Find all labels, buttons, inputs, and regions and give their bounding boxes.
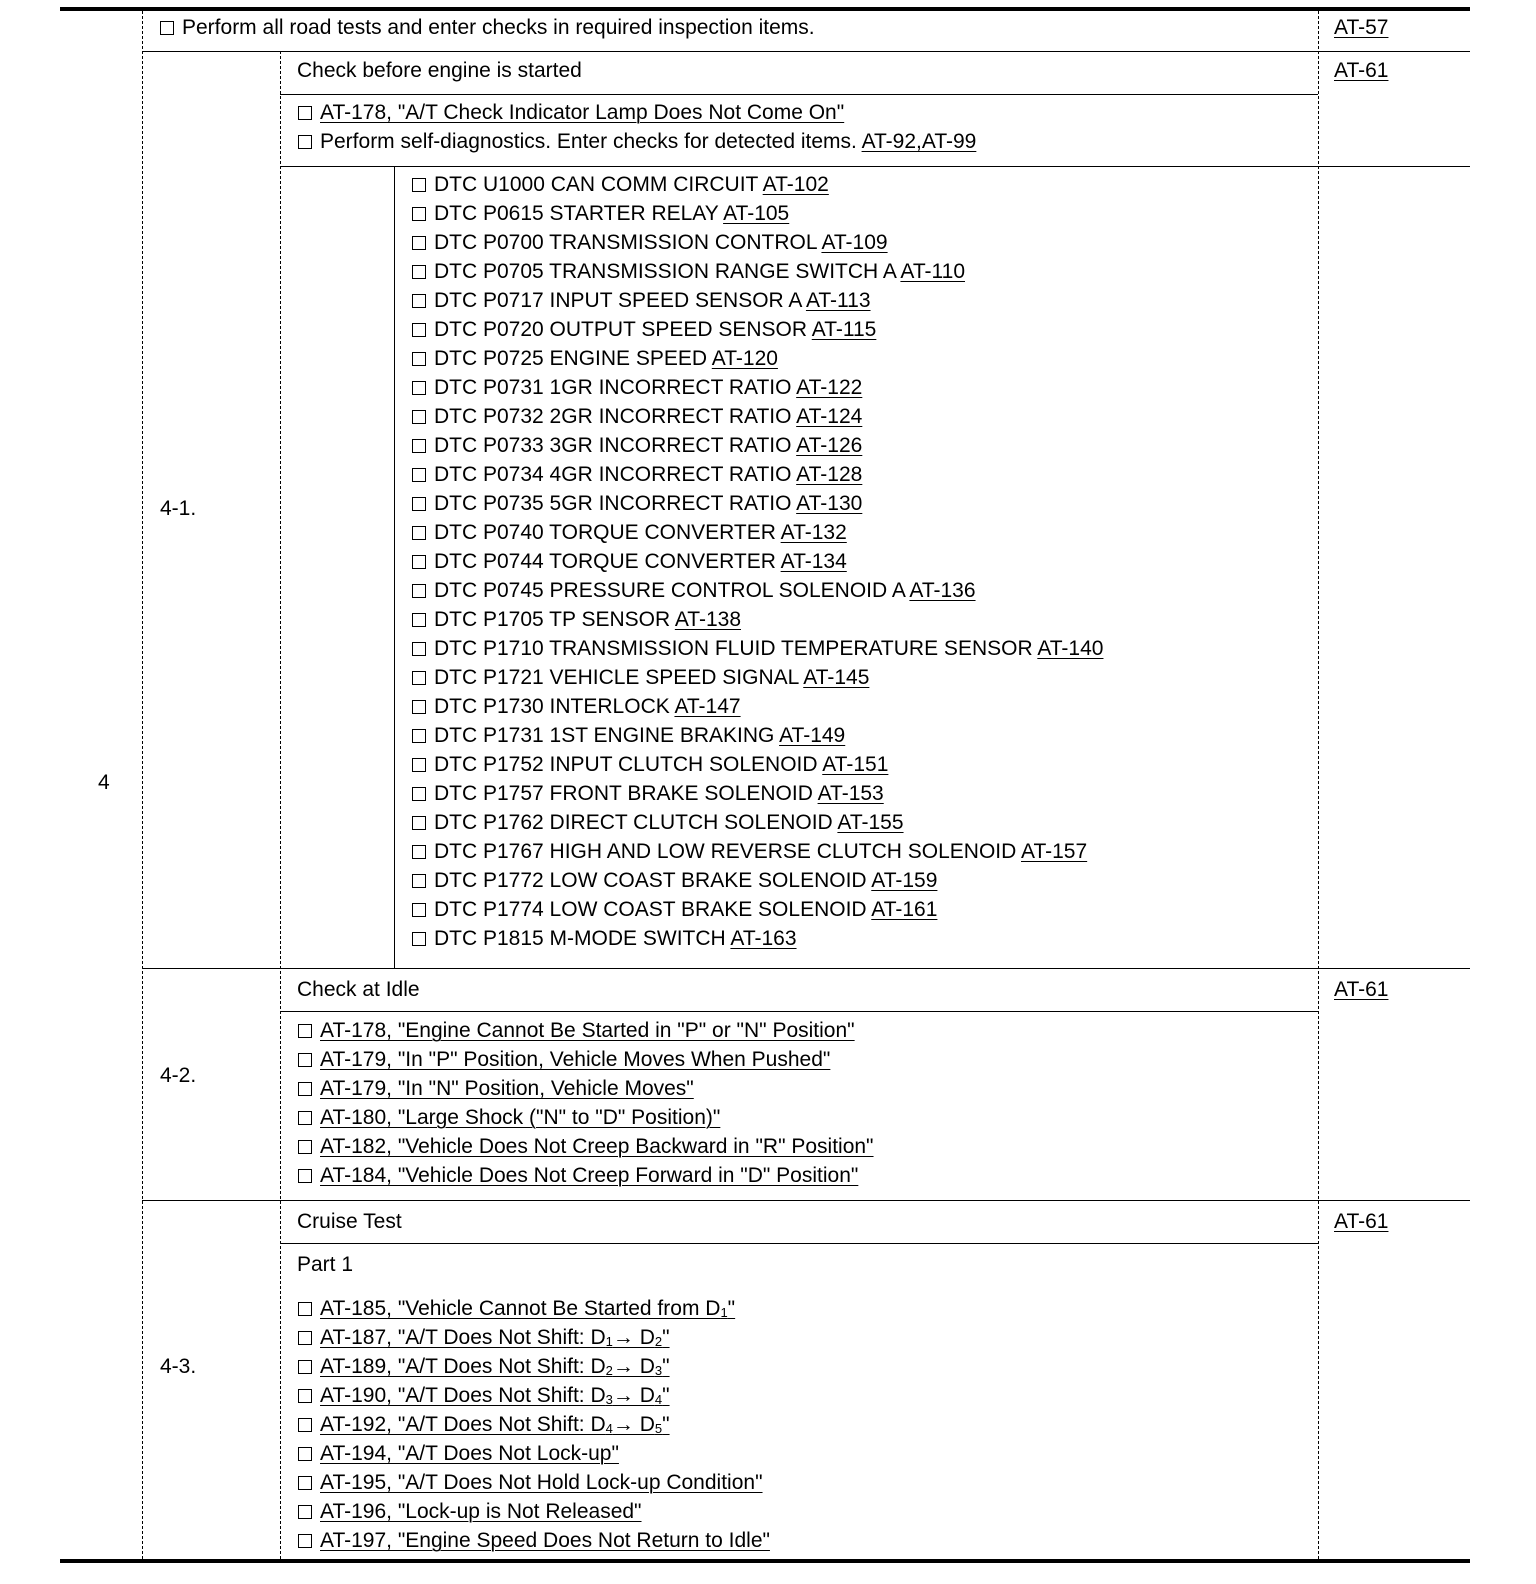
dtc-label: DTC P0745 PRESSURE CONTROL SOLENOID A: [434, 579, 905, 602]
dtc-label: DTC P1757 FRONT BRAKE SOLENOID: [434, 782, 813, 805]
checklist-item[interactable]: [298, 1381, 770, 1410]
row-line: [280, 1011, 1318, 1012]
checkbox[interactable]: [412, 381, 426, 395]
dtc-item[interactable]: [412, 170, 1103, 199]
row-line: [142, 51, 1470, 52]
dtc-ref-link[interactable]: AT-151: [822, 753, 889, 776]
checkbox[interactable]: [412, 584, 426, 598]
item-link[interactable]: AT-178, "A/T Check Indicator Lamp Does Not Come On": [320, 101, 845, 124]
dtc-ref-link[interactable]: AT-130: [796, 492, 863, 515]
checkbox[interactable]: [412, 613, 426, 627]
dtc-label: DTC P1705 TP SENSOR: [434, 608, 671, 631]
dtc-item[interactable]: [412, 315, 1103, 344]
dtc-label: DTC P1752 INPUT CLUTCH SOLENOID: [434, 753, 818, 776]
dtc-label: DTC P0700 TRANSMISSION CONTROL: [434, 231, 817, 254]
dtc-item[interactable]: [412, 460, 1103, 489]
dtc-item[interactable]: [412, 489, 1103, 518]
dtc-item[interactable]: [412, 721, 1103, 750]
item-link[interactable]: AT-180, "Large Shock ("N" to "D" Position)": [320, 1106, 721, 1129]
item-link[interactable]: AT-187, "A/T Does Not Shift: $D_1\to D_2$": [320, 1326, 670, 1349]
item-link[interactable]: AT-195, "A/T Does Not Hold Lock-up Condition": [320, 1471, 763, 1494]
dtc-label: DTC P1710 TRANSMISSION FLUID TEMPERATURE SENSOR: [434, 637, 1033, 660]
row-line: [142, 1200, 1470, 1201]
dtc-label: DTC P0717 INPUT SPEED SENSOR A: [434, 289, 802, 312]
checkbox[interactable]: [412, 497, 426, 511]
dtc-label: DTC P0705 TRANSMISSION RANGE SWITCH A: [434, 260, 896, 283]
dtc-ref-link[interactable]: AT-161: [871, 898, 938, 921]
dtc-ref-link[interactable]: AT-163: [730, 927, 797, 950]
checkbox[interactable]: [298, 1447, 312, 1461]
checklist-item[interactable]: [298, 1132, 874, 1161]
dtc-item[interactable]: [412, 605, 1103, 634]
checkbox[interactable]: [412, 236, 426, 250]
checklist-item[interactable]: [298, 1074, 874, 1103]
dtc-ref-link[interactable]: AT-159: [871, 869, 938, 892]
dtc-label: DTC P1731 1ST ENGINE BRAKING: [434, 724, 775, 747]
item-link[interactable]: AT-92,AT-99: [861, 130, 977, 153]
item-link[interactable]: AT-185, "Vehicle Cannot Be Started from $D_1$": [320, 1297, 736, 1320]
dtc-ref-link[interactable]: AT-140: [1037, 637, 1104, 660]
dtc-item[interactable]: [412, 199, 1103, 228]
dtc-ref-link[interactable]: AT-126: [796, 434, 863, 457]
dtc-ref-link[interactable]: AT-110: [900, 260, 965, 283]
dtc-list: [412, 170, 1103, 953]
checkbox[interactable]: [412, 323, 426, 337]
dtc-item[interactable]: [412, 344, 1103, 373]
checkbox[interactable]: [298, 1505, 312, 1519]
checkbox[interactable]: [160, 21, 174, 35]
row-line: [142, 968, 1470, 969]
item-link[interactable]: AT-184, "Vehicle Does Not Creep Forward in "D" Position": [320, 1164, 859, 1187]
checkbox[interactable]: [412, 410, 426, 424]
dtc-label: DTC P0740 TORQUE CONVERTER: [434, 521, 776, 544]
checklist-item[interactable]: [298, 98, 976, 127]
dtc-label: DTC P0735 5GR INCORRECT RATIO: [434, 492, 792, 515]
checkbox[interactable]: [298, 1418, 312, 1432]
dtc-item[interactable]: [412, 431, 1103, 460]
checkbox[interactable]: [298, 1534, 312, 1548]
dtc-ref-link[interactable]: AT-128: [796, 463, 863, 486]
substep-4-3-ref-link[interactable]: AT-61: [1334, 1210, 1389, 1233]
dtc-item[interactable]: [412, 808, 1103, 837]
dtc-label: DTC P1774 LOW COAST BRAKE SOLENOID: [434, 898, 867, 921]
substep-4-2-items: [298, 1016, 874, 1190]
item-link[interactable]: AT-179, "In "P" Position, Vehicle Moves When Pushed": [320, 1048, 831, 1071]
dtc-label: DTC P0744 TORQUE CONVERTER: [434, 550, 776, 573]
dtc-ref-link[interactable]: AT-105: [723, 202, 790, 225]
checkbox[interactable]: [412, 671, 426, 685]
item-link[interactable]: AT-182, "Vehicle Does Not Creep Backward in "R" Position": [320, 1135, 874, 1158]
dtc-ref-link[interactable]: AT-124: [796, 405, 863, 428]
bottom-rule: [60, 1559, 1470, 1563]
checkbox[interactable]: [412, 816, 426, 830]
checkbox[interactable]: [412, 265, 426, 279]
col-divider-1: [142, 11, 143, 1559]
checkbox[interactable]: [412, 758, 426, 772]
top-row-item[interactable]: Perform all road tests and enter checks in required inspection items.: [160, 13, 815, 42]
dtc-item[interactable]: [412, 518, 1103, 547]
dtc-item[interactable]: [412, 547, 1103, 576]
item-link[interactable]: AT-179, "In "N" Position, Vehicle Moves": [320, 1077, 694, 1100]
checkbox[interactable]: [412, 932, 426, 946]
item-link[interactable]: AT-192, "A/T Does Not Shift: $D_4\to D_5$": [320, 1413, 670, 1436]
dtc-ref-link[interactable]: AT-138: [674, 608, 741, 631]
checklist-item[interactable]: [298, 1294, 770, 1323]
dtc-ref-link[interactable]: AT-102: [762, 173, 829, 196]
dtc-item[interactable]: [412, 692, 1103, 721]
checkbox[interactable]: [412, 352, 426, 366]
checklist-item[interactable]: [298, 1526, 770, 1555]
checkbox[interactable]: [412, 874, 426, 888]
col-divider-3: [1318, 11, 1319, 1559]
row-line: [280, 166, 1470, 167]
dtc-label: DTC P0615 STARTER RELAY: [434, 202, 719, 225]
dtc-item[interactable]: [412, 866, 1103, 895]
dtc-ref-link[interactable]: AT-115: [811, 318, 877, 341]
dtc-label: DTC P1762 DIRECT CLUTCH SOLENOID: [434, 811, 833, 834]
dtc-ref-link[interactable]: AT-145: [803, 666, 870, 689]
col-divider-inner: [394, 166, 395, 968]
checklist-item[interactable]: [298, 1352, 770, 1381]
item-link[interactable]: AT-196, "Lock-up is Not Released": [320, 1500, 642, 1523]
dtc-label: DTC P1730 INTERLOCK: [434, 695, 670, 718]
checkbox[interactable]: [298, 1302, 312, 1316]
dtc-label: DTC U1000 CAN COMM CIRCUIT: [434, 173, 758, 196]
dtc-ref-link[interactable]: AT-147: [674, 695, 741, 718]
checklist-item[interactable]: [298, 1439, 770, 1468]
dtc-label: DTC P1721 VEHICLE SPEED SIGNAL: [434, 666, 799, 689]
checkbox[interactable]: [298, 1111, 312, 1125]
checkbox[interactable]: [412, 642, 426, 656]
checklist-item[interactable]: [298, 1410, 770, 1439]
dtc-item[interactable]: [412, 895, 1103, 924]
checkbox[interactable]: [298, 1360, 312, 1374]
row-line: [280, 94, 1318, 95]
checkbox[interactable]: [298, 1476, 312, 1490]
substep-4-3-part: Part 1: [297, 1253, 354, 1276]
dtc-item[interactable]: [412, 779, 1103, 808]
item-link[interactable]: AT-189, "A/T Does Not Shift: $D_2\to D_3$": [320, 1355, 670, 1378]
checklist-item[interactable]: [298, 1323, 770, 1352]
checkbox[interactable]: [412, 555, 426, 569]
dtc-label: DTC P0732 2GR INCORRECT RATIO: [434, 405, 792, 428]
dtc-label: DTC P1767 HIGH AND LOW REVERSE CLUTCH SOLENOID: [434, 840, 1017, 863]
checkbox[interactable]: [298, 1082, 312, 1096]
checkbox[interactable]: [298, 1169, 312, 1183]
dtc-item[interactable]: [412, 663, 1103, 692]
checkbox[interactable]: [298, 1024, 312, 1038]
checklist-item[interactable]: [298, 1468, 770, 1497]
checklist-item[interactable]: [298, 1497, 770, 1526]
dtc-ref-link[interactable]: AT-122: [796, 376, 863, 399]
checkbox[interactable]: [298, 135, 312, 149]
dtc-label: DTC P0733 3GR INCORRECT RATIO: [434, 434, 792, 457]
dtc-item[interactable]: [412, 228, 1103, 257]
checkbox[interactable]: [298, 1053, 312, 1067]
checkbox[interactable]: [412, 468, 426, 482]
checkbox[interactable]: [412, 178, 426, 192]
top-rule: [60, 7, 1470, 11]
row-line: [280, 1243, 1318, 1244]
checkbox[interactable]: [412, 294, 426, 308]
substep-4-1-pre-items: [298, 98, 976, 156]
checkbox[interactable]: [412, 439, 426, 453]
step-number: 4: [98, 771, 110, 794]
dtc-item[interactable]: [412, 634, 1103, 663]
item-link[interactable]: AT-178, "Engine Cannot Be Started in "P" or "N" Position": [320, 1019, 855, 1042]
checkbox[interactable]: [412, 700, 426, 714]
dtc-label: DTC P1772 LOW COAST BRAKE SOLENOID: [434, 869, 867, 892]
dtc-label: DTC P0720 OUTPUT SPEED SENSOR: [434, 318, 808, 341]
substep-4-2-label: 4-2.: [160, 1064, 197, 1087]
checkbox[interactable]: [412, 207, 426, 221]
checkbox[interactable]: [298, 1389, 312, 1403]
substep-4-1-heading: Check before engine is started: [297, 59, 582, 82]
col-divider-2: [280, 51, 281, 1559]
dtc-item[interactable]: [412, 402, 1103, 431]
checkbox[interactable]: [412, 903, 426, 917]
dtc-item[interactable]: [412, 257, 1103, 286]
checklist-item[interactable]: [298, 1016, 874, 1045]
dtc-ref-link[interactable]: AT-132: [780, 521, 847, 544]
checkbox[interactable]: [298, 1331, 312, 1345]
checklist-item[interactable]: [298, 1103, 874, 1132]
checklist-item[interactable]: [298, 1045, 874, 1074]
dtc-item[interactable]: [412, 373, 1103, 402]
dtc-item[interactable]: [412, 750, 1103, 779]
top-row-ref-link[interactable]: AT-57: [1334, 16, 1389, 39]
checkbox[interactable]: [412, 845, 426, 859]
substep-4-1-label: 4-1.: [160, 497, 197, 520]
dtc-ref-link[interactable]: AT-157: [1021, 840, 1088, 863]
dtc-label: DTC P0734 4GR INCORRECT RATIO: [434, 463, 792, 486]
substep-4-3-label: 4-3.: [160, 1355, 197, 1378]
checkbox[interactable]: [298, 1140, 312, 1154]
dtc-ref-link[interactable]: AT-155: [837, 811, 904, 834]
dtc-item[interactable]: [412, 576, 1103, 605]
checkbox[interactable]: [412, 729, 426, 743]
dtc-ref-link[interactable]: AT-149: [779, 724, 846, 747]
dtc-label: DTC P1815 M-MODE SWITCH: [434, 927, 726, 950]
checklist-item[interactable]: Perform self-diagnostics. Enter checks for detected items. AT-92,AT-99: [298, 127, 976, 156]
item-link[interactable]: AT-194, "A/T Does Not Lock-up": [320, 1442, 619, 1465]
dtc-label: DTC P0731 1GR INCORRECT RATIO: [434, 376, 792, 399]
dtc-label: DTC P0725 ENGINE SPEED: [434, 347, 708, 370]
item-link[interactable]: AT-190, "A/T Does Not Shift: $D_3\to D_4$": [320, 1384, 670, 1407]
item-link[interactable]: AT-197, "Engine Speed Does Not Return to Idle": [320, 1529, 770, 1552]
dtc-item[interactable]: [412, 924, 1103, 953]
substep-4-3-heading: Cruise Test: [297, 1210, 402, 1233]
dtc-ref-link[interactable]: AT-113: [805, 289, 871, 312]
checkbox[interactable]: [298, 106, 312, 120]
dtc-ref-link[interactable]: AT-120: [711, 347, 778, 370]
checklist-item[interactable]: [298, 1161, 874, 1190]
checkbox[interactable]: [412, 787, 426, 801]
dtc-ref-link[interactable]: AT-134: [780, 550, 847, 573]
dtc-ref-link[interactable]: AT-153: [817, 782, 884, 805]
dtc-ref-link[interactable]: AT-109: [821, 231, 888, 254]
checkbox[interactable]: [412, 526, 426, 540]
dtc-item[interactable]: [412, 286, 1103, 315]
dtc-ref-link[interactable]: AT-136: [909, 579, 976, 602]
substep-4-1-ref-link[interactable]: AT-61: [1334, 59, 1389, 82]
dtc-item[interactable]: [412, 837, 1103, 866]
substep-4-2-heading: Check at Idle: [297, 978, 420, 1001]
substep-4-3-items: [298, 1294, 770, 1555]
substep-4-2-ref-link[interactable]: AT-61: [1334, 978, 1389, 1001]
